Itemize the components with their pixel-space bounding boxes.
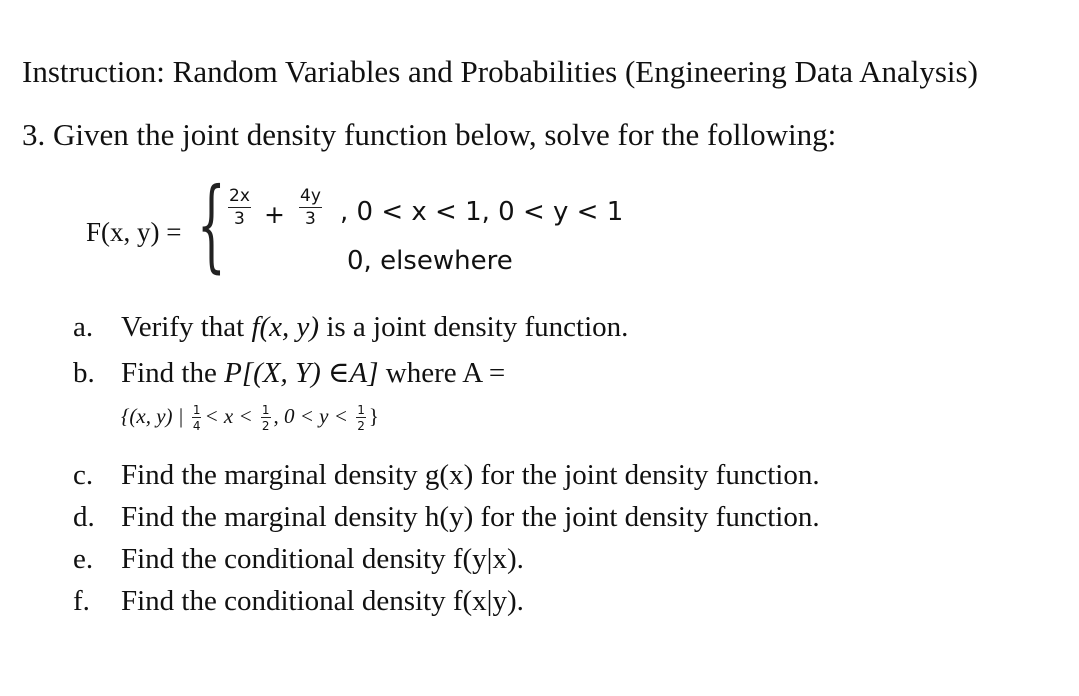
item-text: Verify that [121,311,252,343]
list-item-b [73,355,505,390]
y-relation: 0 < y < [284,404,348,428]
fraction-1-over-2 [356,404,366,432]
fraction-denominator: 2 [357,419,365,434]
fraction-numerator: 1 [357,403,365,418]
set-close: } [368,404,379,428]
list-item-c [73,459,820,492]
item-marker: f. [73,585,90,617]
item-marker: b. [73,357,95,389]
item-marker: e. [73,543,94,575]
item-text: where A = [378,357,506,389]
fraction-denominator: 2 [261,419,270,434]
item-text: Find the conditional density f(x|y). [121,585,524,617]
fraction-denominator: 3 [305,209,316,229]
x-relation: < x < [204,404,253,428]
fraction-1-over-2 [261,404,271,432]
list-item-f [73,585,524,618]
list-item-d [73,501,820,534]
formula-lhs: F(x, y) = [86,217,182,247]
item-text: Find the marginal density g(x) for the joint density function. [121,459,820,491]
item-marker: a. [73,311,94,343]
item-text: Find the marginal density h(y) for the joint density function. [121,501,820,533]
set-a-definition [121,404,379,432]
item-math: f(x, y) [251,311,320,343]
fraction-denominator: 4 [192,419,201,434]
case1-condition: , 0 < x < 1, 0 < y < 1 [340,197,624,227]
fraction-4y-over-3 [299,188,322,228]
plus-sign: + [264,200,285,229]
list-item-a [73,311,628,344]
item-marker: c. [73,459,94,491]
set-open: {(x, y) | [121,404,184,428]
item-marker: d. [73,501,95,533]
fraction-numerator: 4y [300,186,321,206]
fraction-2x-over-3 [228,188,251,228]
separator: , [273,404,279,428]
piecewise-brace: { [197,166,226,283]
fraction-numerator: 1 [192,403,201,418]
item-math: P[(X, Y) ∈A] [224,357,379,389]
item-text: is a joint density function. [319,311,629,343]
fraction-numerator: 1 [261,403,270,418]
list-item-e [73,543,524,576]
instruction-heading: Instruction: Random Variables and Probabilities (Engineering Data Analysis) [22,54,978,89]
case2-elsewhere: 0, elsewhere [347,246,513,276]
item-text: Find the [121,357,225,389]
fraction-1-over-4 [192,404,202,432]
fraction-numerator: 2x [229,186,250,206]
item-text: Find the conditional density f(y|x). [121,543,524,575]
fraction-denominator: 3 [234,209,245,229]
question-prompt: 3. Given the joint density function below, solve for the following: [22,117,837,152]
